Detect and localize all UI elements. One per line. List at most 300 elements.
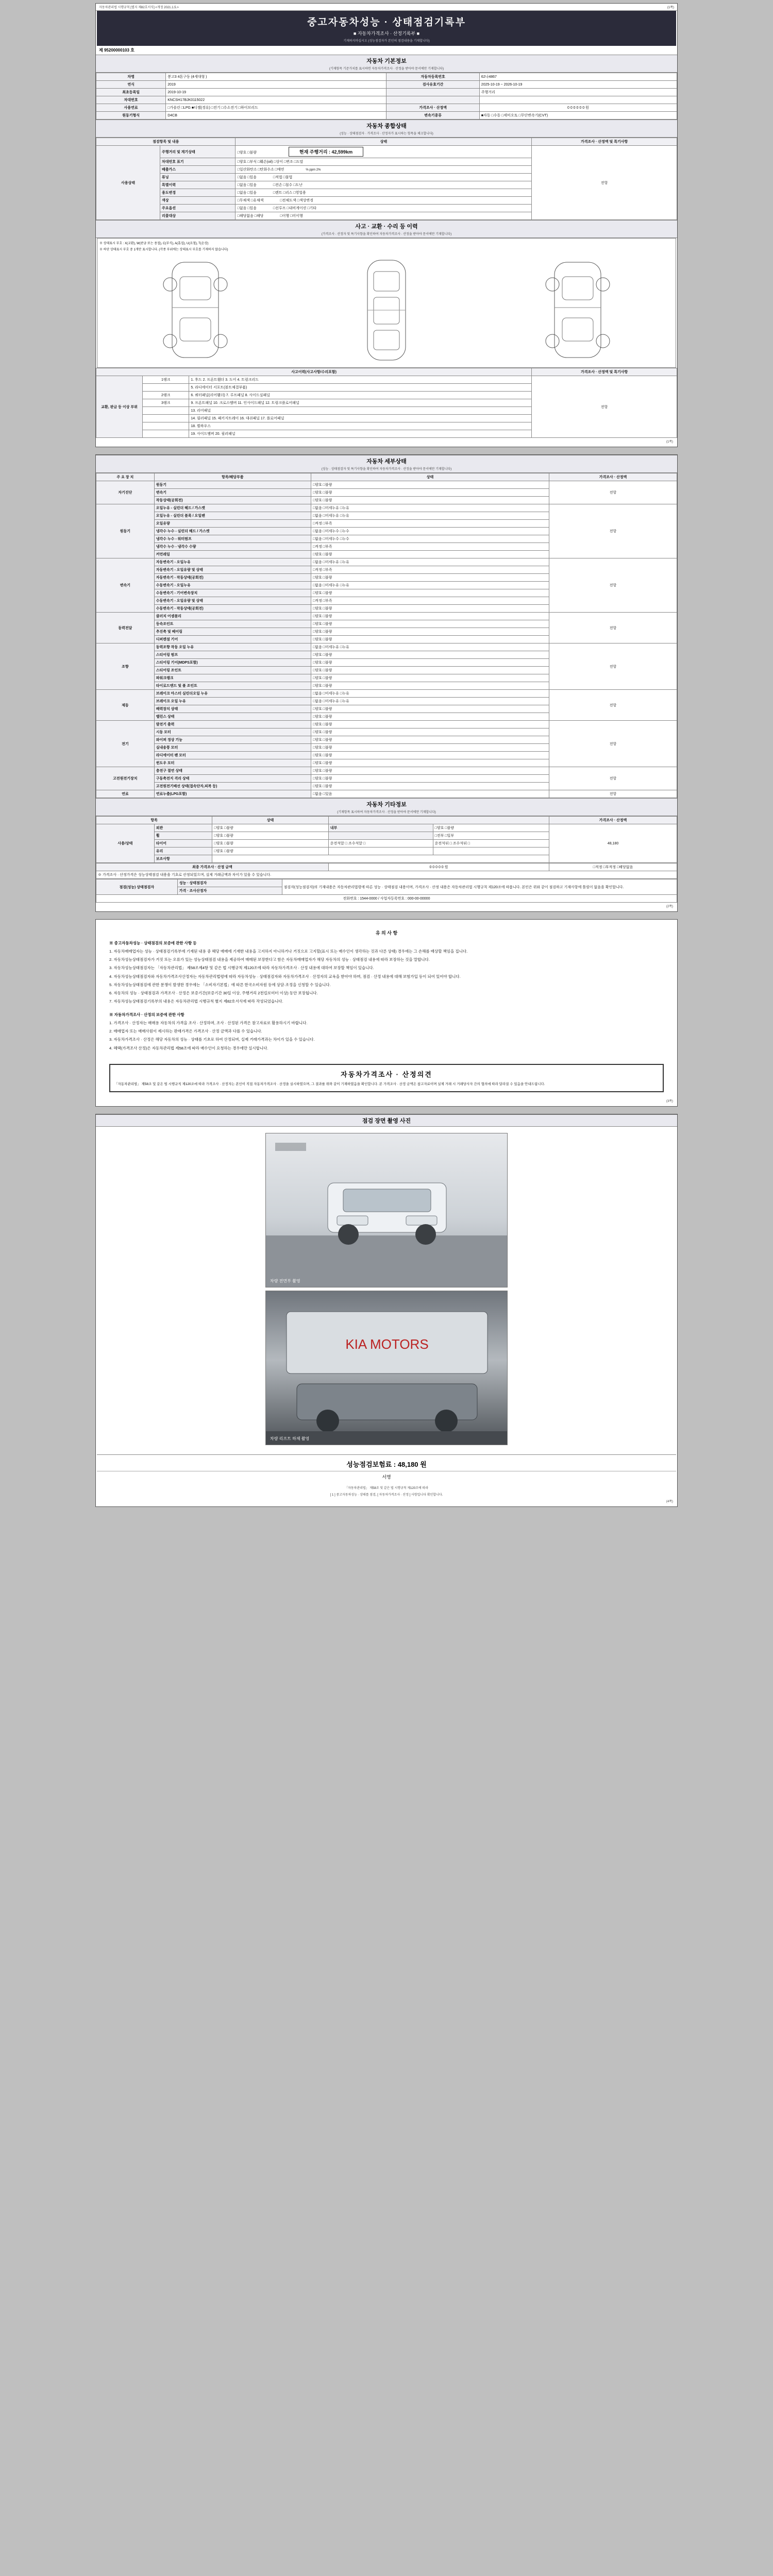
detail-state-4-1[interactable]: □양호 □불량	[311, 651, 549, 659]
table-row	[96, 895, 677, 903]
overall-state-0-text: □양호 □불량	[237, 151, 257, 155]
detail-state-4-0[interactable]: □없음 □미세누유 □누유	[311, 643, 549, 651]
part-no-6	[143, 422, 189, 430]
detail-item-1-2: 오일유량	[154, 520, 311, 528]
basic-band-label: 자동차 기본정보	[366, 58, 407, 64]
detail-state-4-3[interactable]: □양호 □불량	[311, 667, 549, 674]
usage-b: □렌트 □리스 □영업용	[273, 191, 306, 195]
detail-state-6-1[interactable]: □양호 □불량	[311, 728, 549, 736]
detail-remark-0: 전항	[549, 481, 677, 504]
part-text-1: 5. 라디에이터 서포트(볼트체결부품)	[189, 384, 532, 392]
section-etc-title	[96, 798, 677, 816]
detail-item-1-6: 커먼레일	[154, 551, 311, 558]
detail-state-2-3[interactable]: □없음 □미세누유 □누유	[311, 582, 549, 589]
detail-item-2-6: 수동변속기 - 작동상태(공회전)	[154, 605, 311, 613]
form-meta	[96, 4, 677, 11]
part-no-3: 3랭크	[143, 399, 189, 407]
option-b: □선루프 □내비게이션 □기타	[273, 207, 317, 210]
notice-list-2	[109, 1020, 664, 1051]
detail-table-body	[96, 481, 677, 798]
table-header-row	[96, 138, 677, 146]
etc-c-0: 내부	[328, 824, 433, 832]
table-row	[96, 721, 677, 728]
detail-item-5-2: 배력장치 상태	[154, 705, 311, 713]
vehicle-photo-front[interactable]	[265, 1133, 508, 1287]
overall-item-4: 특별이력	[160, 181, 236, 189]
overall-state-3[interactable]	[236, 174, 532, 181]
notice-list-2-item-2: 3. 자동차가격조사 · 산정은 해당 자동차의 성능 · 상태를 기초로 하여 산정되며, 실제 거래가격과는 차이가 있을 수 있습니다.	[109, 1037, 315, 1042]
notice-list-1-item-6: 7. 자동차성능상태점검기록부의 내용은 자동차관리법 시행규칙 별지 제82호서식에 따라 작성되었습니다.	[109, 999, 283, 1004]
price-value: 0 0 0 0 0 0 원	[479, 104, 677, 112]
detail-item-5-0: 브레이크 마스터 실린더오일 누유	[154, 690, 311, 698]
recall-a: □해당없음 □해당	[237, 214, 264, 218]
tuning-b: □적법 □불법	[273, 176, 293, 179]
overall-state-8[interactable]	[236, 212, 532, 220]
detail-item-1-5: 냉각수 누수 - 냉각수 수량	[154, 543, 311, 551]
detail-item-0-0: 원동기	[154, 481, 311, 489]
sheet-page-2	[95, 454, 678, 912]
basic-label2-0: 자동차등록번호	[386, 73, 479, 81]
overall-group-label: 사용상태	[96, 146, 160, 220]
detail-item-2-3: 수동변속기 - 오일누유	[154, 582, 311, 589]
vehicle-lift-illustration	[266, 1291, 508, 1445]
detail-state-4-2[interactable]: □양호 □불량	[311, 659, 549, 667]
recall-b: □이행 □미이행	[280, 214, 303, 218]
detail-item-1-0: 오일누유 - 실린더 헤드 / 가스켓	[154, 504, 311, 512]
transmission-options[interactable]: ■자동 □수동 □세미오토 □무단변속기(CVT)	[479, 112, 677, 120]
final-price-unit: 0 0 0 0 0 원	[328, 863, 549, 871]
detail-remark-4: 전항	[549, 643, 677, 690]
detail-state-5-1[interactable]: □없음 □미세누유 □누유	[311, 698, 549, 705]
etc-a-4: 보조사항	[154, 855, 212, 863]
detail-col-2: 상태	[311, 473, 549, 481]
basic-value-3: KNCSH17BJK0115022	[166, 96, 386, 104]
detail-item-4-2: 스티어링 기어(MDPS포함)	[154, 659, 311, 667]
signature-line: 서명	[97, 1471, 676, 1484]
etc-c-1	[328, 832, 433, 840]
etc-a-2: 타이어	[154, 840, 212, 848]
etc-d-2[interactable]: 운전석뒤 □ 조수석뒤 □	[433, 840, 549, 848]
overall-item-1: 차대번호 표기	[160, 158, 236, 166]
signature-role-0: 성능 · 상태점검자	[177, 879, 282, 887]
detail-state-5-0[interactable]: □없음 □미세누유 □누유	[311, 690, 549, 698]
page-3-footer: (3쪽)	[666, 1099, 673, 1103]
declaration-body: 「자동차관리법」 제58조 및 같은 법 시행규칙 제120조에 따라 가격조사 · 산정자는 본인이 직접 자동차가격조사 · 산정을 실시하였으며, 그 결과를 위와 같이 기재하였음을 확인합니다. 본 가격조사 · 산정 금액은 참고자료이며 실제 거래 시 거래당사자 간의 협의에 따라 달라질 수 있음을 안내드립니다.	[114, 1082, 545, 1086]
section-accident-title	[96, 220, 677, 238]
detail-group-3: 동력전달	[96, 613, 155, 643]
etc-d-3	[433, 848, 549, 855]
final-price-table	[96, 863, 677, 879]
usage-a: □없음 □있음	[237, 191, 257, 195]
detail-remark-6: 전항	[549, 721, 677, 767]
notice-list-1-item-2: 3. 자동차성능상태점검자는 「자동차관리법」 제58조제4항 및 같은 법 시행규칙 제120조에 따라 자동차가격조사 · 산정 내용에 대하여 보장할 책임이 있습니다.	[109, 965, 374, 971]
etc-b-4[interactable]	[212, 855, 549, 863]
detail-state-5-2[interactable]: □양호 □불량	[311, 705, 549, 713]
detail-state-2-5[interactable]: □적정 □부족	[311, 597, 549, 605]
photo-gallery	[96, 1127, 677, 1451]
etc-d-0[interactable]: □양호 □불량	[433, 824, 549, 832]
notice-section	[96, 920, 677, 1059]
final-price-check[interactable]: □적정 □부적정 □해당없음	[549, 863, 677, 871]
inspector-phone: 전화번호 : 1544-0000 / 사업자등록번호 : 000-00-00000	[96, 895, 677, 903]
notice-list-1-item-4: 5. 자동차성능상태점검에 관한 분쟁이 발생한 경우에는 「소비자기본법」에 따른 한국소비자원 등에 상담·조정을 신청할 수 있습니다.	[109, 982, 331, 987]
detail-item-4-4: 파워크랭크	[154, 674, 311, 682]
detail-state-1-3[interactable]: □없음 □미세누수 □누수	[311, 528, 549, 535]
overall-state-4[interactable]	[236, 181, 532, 189]
notice-list-1	[109, 948, 664, 1005]
overall-item-0: 주행거리 및 계기상태	[160, 146, 236, 158]
overall-item-6: 색상	[160, 197, 236, 205]
detail-state-1-5[interactable]: □적정 □부족	[311, 543, 549, 551]
overall-state-table	[96, 138, 677, 220]
etc-col-0: 항목	[96, 817, 212, 824]
etc-a-1: 휠	[154, 832, 212, 840]
basic-value-0: 봉고3 4톤구동 (4세대형 )	[166, 73, 386, 81]
basic-label-5: 원동기형식	[96, 112, 166, 120]
page-4-footer: (4쪽)	[666, 1500, 673, 1503]
detail-state-0-2[interactable]: □양호 □불량	[311, 497, 549, 504]
declaration-title: 자동차가격조사 · 산정의견	[341, 1070, 432, 1078]
overall-item-7: 주요옵션	[160, 205, 236, 212]
table-row	[96, 96, 677, 104]
detail-item-6-2: 와이퍼 정상 기능	[154, 736, 311, 744]
detail-item-3-3: 디퍼렌셜 기어	[154, 636, 311, 643]
basic-value-2: 2019-10-19	[166, 89, 386, 96]
detail-state-2-4[interactable]: □양호 □불량	[311, 589, 549, 597]
part-text-5: 14. 필러패널 15. 패키지트레이 16. 대쉬패널 17. 플로어패널	[189, 415, 532, 422]
photo-caption-front: 차량 전면부 촬영	[270, 1278, 300, 1283]
detail-state-1-1[interactable]: □없음 □미세누유 □누유	[311, 512, 549, 520]
damage-diagram	[97, 238, 676, 368]
part-no-2: 2랭크	[143, 392, 189, 399]
part-no-0: 1랭크	[143, 376, 189, 384]
detail-item-7-1: 구동축전지 격리 상태	[154, 775, 311, 783]
detail-group-2: 변속기	[96, 558, 155, 613]
notice-list-1-item-1: 2. 자동차성능상태점검자가 거짓 또는 오류가 있는 성능상태점검 내용을 제공하여 매매된 보장한다고 함은 자동차매매업자가 해당 자동차의 성능 · 상태점검 내용에 따라 보장하는 것을 말합니다.	[109, 957, 430, 962]
detail-state-0-1[interactable]: □양호 □불량	[311, 489, 549, 497]
basic-label2-3	[386, 96, 479, 104]
detail-item-3-0: 클러치 어셈블리	[154, 613, 311, 620]
basic-label2-4: 가격조사 · 산정액	[386, 104, 479, 112]
detail-state-1-2[interactable]: □적정 □부족	[311, 520, 549, 528]
etc-c-2[interactable]: 운전석앞 □ 조수석앞 □	[328, 840, 433, 848]
overall-state-0[interactable]	[236, 146, 532, 158]
sheet-page-4	[95, 1114, 678, 1507]
color-b: □전체도색 □색상변경	[280, 199, 313, 202]
overall-item-8: 리콜대상	[160, 212, 236, 220]
detail-state-4-5[interactable]: □양호 □불량	[311, 682, 549, 690]
table-row	[96, 73, 677, 81]
detail-state-3-2[interactable]: □양호 □불량	[311, 628, 549, 636]
etc-col-3: 가격조사 · 산정액	[549, 817, 677, 824]
footer-note-1: 「자동차관리법」 제58조 및 같은 법 시행규칙 제120조에 따라	[344, 1486, 429, 1490]
sheet-page-1	[95, 3, 678, 447]
etc-right-value: 48,180	[549, 824, 677, 863]
detail-state-1-0[interactable]: □없음 □미세누유 □누유	[311, 504, 549, 512]
detail-group-5: 제동	[96, 690, 155, 721]
detail-state-1-6[interactable]: □양호 □불량	[311, 551, 549, 558]
fuel-type-options[interactable]: □가솔린 □LPG ■디젤(경유) □전기 □수소전기 □하이브리드	[166, 104, 386, 112]
detail-item-2-4: 수동변속기 - 기어변속장치	[154, 589, 311, 597]
etc-b-3[interactable]: □양호 □불량	[212, 848, 328, 855]
detail-remark-3: 전항	[549, 613, 677, 643]
detail-item-6-1: 시동 모터	[154, 728, 311, 736]
overall-band-label: 자동차 종합상태	[366, 123, 407, 129]
notice-list-1-item-3: 4. 자동차성능상태점검자와 자동차가격조사산정자는 자동차관리법령에 따라 자동차성능 · 상태점검자와 자동차가격조사 · 산정자의 교육을 받아야 하며, 점검 · 산정 내용에 대해 보험가입 등이 되어 있어야 합니다.	[109, 974, 461, 979]
detail-item-2-0: 자동변속기 - 오일누유	[154, 558, 311, 566]
header-note: 기재하지마십시오 (성능점검자가 본인의 점검내용을 기재합니다)	[343, 40, 430, 43]
detail-state-2-1[interactable]: □적정 □부족	[311, 566, 549, 574]
table-row	[96, 112, 677, 120]
etc-col-1: 상태	[212, 817, 328, 824]
diagram-legend-1: ※ 상태표시 부호 : X(교환), W(판금 또는 용접), C(부식), A(흠집), U(요철), T(손상)	[99, 242, 209, 245]
detail-state-4-4[interactable]: □양호 □불량	[311, 674, 549, 682]
detail-item-2-1: 자동변속기 - 오일유량 및 상태	[154, 566, 311, 574]
basic-label-2: 최초등록일	[96, 89, 166, 96]
detail-group-7: 고전원전기장치	[96, 767, 155, 790]
option-a: □없음 □있음	[237, 207, 257, 210]
accident-right-head: 가격조사 · 산정액 및 특기사항	[532, 368, 677, 376]
fee-value: 48,180 원	[397, 1460, 427, 1468]
etc-table	[96, 816, 677, 863]
accident-band-note: (가격조사 · 산정자 및 특기사항을 확인하여 자동차가격조사 · 산정을 받아야 문서에만 기재합니다)	[321, 233, 452, 236]
table-row	[96, 767, 677, 775]
basic-value2-1: 2025-10-19 ~ 2026-10-19	[479, 81, 677, 89]
form-reference: 자동차관리법 시행규칙 [별지 제82호서식] <개정 2021.1.5.>	[99, 6, 179, 9]
detail-state-6-5[interactable]: □양호 □불량	[311, 759, 549, 767]
detail-state-6-0[interactable]: □양호 □불량	[311, 721, 549, 728]
detail-item-7-2: 고전원전기배선 상태(접속단자,피복 등)	[154, 783, 311, 790]
detail-item-2-5: 수동변속기 - 오일유량 및 상태	[154, 597, 311, 605]
notice-title: 유 의 사 항	[375, 930, 398, 936]
page-1-footer: (1쪽)	[666, 440, 673, 444]
photo-section-title: 점검 장면 촬영 사진	[96, 1114, 677, 1127]
detail-col-3: 가격조사 · 산정액	[549, 473, 677, 481]
detail-remark-2: 전항	[549, 558, 677, 613]
parts-group-label: 교환, 판금 등 이상 부위	[96, 376, 143, 438]
car-rear-right-diagram	[539, 256, 616, 364]
vehicle-front-illustration	[266, 1133, 508, 1287]
etc-b-1[interactable]: □양호 □불량	[212, 832, 328, 840]
accident-section-label: 사고이력(사고사항/수리포함)	[96, 368, 532, 376]
accident-right-value: 전항	[532, 376, 677, 438]
overall-band-note: (성능 · 상태점검자 · 가격조사 · 산정자가 표시하는 항목을 체크합니다)	[340, 132, 433, 135]
part-no-1	[143, 384, 189, 392]
part-text-0: 1. 후드 2. 프론트휀더 3. 도어 4. 트렁크리드	[189, 376, 532, 384]
signature-role-1: 가격 · 조사산정자	[177, 887, 282, 895]
etc-b-0[interactable]: □양호 □불량	[212, 824, 328, 832]
detail-item-0-2: 작동상태(공회전)	[154, 497, 311, 504]
detail-state-table	[96, 473, 677, 798]
section-overall-title	[96, 120, 677, 138]
overall-col-0: 점검항목 및 내용	[96, 138, 236, 146]
section-basic-info-title	[96, 55, 677, 73]
section-detail-title	[96, 455, 677, 473]
svg-text:KIA MOTORS: KIA MOTORS	[345, 1336, 429, 1352]
price-declaration-box	[109, 1064, 664, 1092]
detail-state-6-2[interactable]: □양호 □불량	[311, 736, 549, 744]
detail-item-6-5: 윈도우 모터	[154, 759, 311, 767]
detail-state-7-2[interactable]: □양호 □불량	[311, 783, 549, 790]
notice-list-1-item-0: 1. 자동차매매업자는 성능 · 상태점검기록부에 기재된 내용 중 헤당 매매에 기재한 내용을 고지하지 아니하거나 거짓으로 고지할(표시 또는 매수인이 생각하는 것과 다른 상태) 경우에는 그 손해를 배상할 책임을 집니다.	[109, 948, 468, 954]
overall-state-1[interactable]: □양호 □부식 □훼손(oil) □상이 □변조 □도말	[236, 158, 532, 166]
detail-state-6-4[interactable]: □양호 □불량	[311, 752, 549, 759]
part-no-5	[143, 415, 189, 422]
table-header-row	[96, 473, 677, 481]
part-text-6: 18. 휠하우스	[189, 422, 532, 430]
detail-band-note: (성능 · 상태점검자 및 특기사항을 확인하여 자동차가격조사 · 산정을 받아야 문서에만 기재합니다)	[321, 468, 452, 471]
overall-state-2[interactable]	[236, 166, 532, 174]
basic-value2-3	[479, 96, 677, 104]
detail-group-6: 전기	[96, 721, 155, 767]
table-row	[96, 89, 677, 96]
table-header-row	[96, 817, 677, 824]
table-row	[96, 146, 677, 158]
detail-state-3-1[interactable]: □양호 □불량	[311, 620, 549, 628]
etc-a-3: 유리	[154, 848, 212, 855]
photo-caption-lift: 차량 리프트 하체 촬영	[270, 1436, 310, 1441]
detail-item-5-1: 브레이크 오일 누유	[154, 698, 311, 705]
detail-item-2-2: 자동변속기 - 작동상태(공회전)	[154, 574, 311, 582]
detail-state-2-6[interactable]: □양호 □불량	[311, 605, 549, 613]
part-no-7	[143, 430, 189, 438]
detail-state-7-0[interactable]: □양호 □불량	[311, 767, 549, 775]
overall-state-5[interactable]	[236, 189, 532, 197]
detail-band-label: 자동차 세부상태	[366, 459, 407, 465]
basic-band-note: (기재항목 기준가치를 표시하면 자동차가격조사 · 산정을 받아야 문서에만 기재합니다)	[329, 67, 444, 71]
detail-remark-8: 전항	[549, 790, 677, 798]
etc-b-2[interactable]: □양호 □불량	[212, 840, 328, 848]
part-text-3: 9. 프론트패널 10. 크로스멤버 11. 인사이드패널 12. 트렁크플로어패널	[189, 399, 532, 407]
header-subtitle: ■ 자동차가격조사 · 산정기록부 ■	[353, 31, 420, 36]
etc-col-2	[328, 817, 549, 824]
detail-state-3-3[interactable]: □양호 □불량	[311, 636, 549, 643]
basic-label-3: 차대번호	[96, 96, 166, 104]
sheet-page-3	[95, 919, 678, 1107]
detail-group-4: 조향	[96, 643, 155, 690]
special-b: □전손 □침수 □도난	[273, 183, 303, 187]
overall-remark: 전항	[532, 146, 677, 220]
overall-item-5: 용도변경	[160, 189, 236, 197]
basic-label2-1: 검사유효기간	[386, 81, 479, 89]
table-row	[96, 376, 677, 384]
document-number	[96, 46, 677, 55]
table-row	[96, 863, 677, 871]
detail-state-7-1[interactable]: □양호 □불량	[311, 775, 549, 783]
overall-item-2: 배출가스	[160, 166, 236, 174]
overall-col-1: 상태	[236, 138, 532, 146]
detail-item-7-0: 충전구 절연 상태	[154, 767, 311, 775]
basic-value-5: D4CB	[166, 112, 386, 120]
table-row	[96, 81, 677, 89]
notice-list-2-item-3: 4. 혜택(가격조사 산정)은 자동차관리법 제58조에 따라 매수인이 요청하는 경우에만 실시합니다.	[109, 1045, 268, 1050]
part-no-4	[143, 407, 189, 415]
detail-state-2-0[interactable]: □없음 □미세누유 □누유	[311, 558, 549, 566]
detail-item-4-3: 스티어링 조인트	[154, 667, 311, 674]
vehicle-photo-lift[interactable]	[265, 1291, 508, 1445]
doc-no-suffix: 호	[130, 48, 135, 53]
detail-state-5-3[interactable]: □양호 □불량	[311, 713, 549, 721]
detail-item-1-3: 냉각수 누수 - 실린더 헤드 / 가스켓	[154, 528, 311, 535]
basic-label-4: 사용연료	[96, 104, 166, 112]
accident-parts-table	[96, 368, 677, 438]
detail-group-8: 연료	[96, 790, 155, 798]
emission-options: □일산화탄소 □탄화수소 □매연	[237, 168, 284, 172]
table-row	[96, 871, 677, 879]
detail-item-4-5: 타이로드엔드 및 볼 조인트	[154, 682, 311, 690]
car-front-left-diagram	[157, 256, 234, 364]
table-row	[96, 690, 677, 698]
doc-no-value: 95200000103	[104, 48, 129, 53]
detail-state-8-0[interactable]: □없음 □있음	[311, 790, 549, 798]
page-title: 중고자동차성능 · 상태점검기록부	[307, 17, 466, 28]
overall-state-7[interactable]	[236, 205, 532, 212]
accident-band-label: 사고 · 교환 · 수리 등 이력	[355, 224, 418, 230]
notice-list-2-item-0: 1. 가격조사 · 산정자는 매매용 자동차의 가격을 조사 · 산정하며, 조사 · 산정된 가격은 참고자료로 활용하시기 바랍니다.	[109, 1020, 308, 1025]
detail-item-1-4: 냉각수 누수 - 워터펌프	[154, 535, 311, 543]
detail-state-0-0[interactable]: □양호 □불량	[311, 481, 549, 489]
etc-group-label: 사용/상태	[96, 824, 155, 863]
inspection-fee	[97, 1454, 676, 1471]
detail-item-3-1: 등속조인트	[154, 620, 311, 628]
car-top-diagram	[348, 256, 425, 364]
notice-section-2-title: ※ 자동차가격조사 · 산정의 보증에 관한 사항	[109, 1012, 184, 1017]
page-number-top: (1쪽)	[667, 6, 674, 9]
basic-label-0: 차명	[96, 73, 166, 81]
basic-value2-0: 62나4867	[479, 73, 677, 81]
basic-value-1: 2019	[166, 81, 386, 89]
table-row	[96, 613, 677, 620]
detail-item-0-1: 변속기	[154, 489, 311, 497]
etc-band-label: 자동차 기타정보	[366, 802, 407, 808]
etc-d-1[interactable]: □전부 □일부	[433, 832, 549, 840]
page-2-footer: (2쪽)	[666, 905, 673, 908]
inspector-signature-table	[96, 879, 677, 903]
basic-label2-5: 변속기종류	[386, 112, 479, 120]
document-header	[97, 11, 676, 46]
etc-a-0: 외관	[154, 824, 212, 832]
notice-section-1-title: ※ 중고자동차성능 · 상태점검의 보증에 관한 사항 등	[109, 940, 197, 945]
detail-item-6-4: 라디에이터 팬 모터	[154, 752, 311, 759]
tuning-a: □없음 □있음	[237, 176, 257, 179]
detail-state-1-4[interactable]: □없음 □미세누수 □누수	[311, 535, 549, 543]
detail-remark-1: 전항	[549, 504, 677, 558]
overall-col-2: 가격조사 · 산정액 및 특기사항	[532, 138, 677, 146]
final-price-title: 최종 가격조사 · 산정 금액	[96, 863, 329, 871]
legal-text: 점검자(성능점검자)의 기재내용은 자동차관리법령에 따른 성능 · 상태점검 내용이며, 가격조사 · 산정 내용은 자동차관리법 시행규칙 제120조에 따릅니다. 본인은 위와 같이 점검하고 기재사항에 틀림이 없음을 확인합니다.	[282, 879, 677, 895]
detail-state-2-2[interactable]: □양호 □불량	[311, 574, 549, 582]
table-row	[96, 104, 677, 112]
basic-value2-2: 주행거리	[479, 89, 677, 96]
table-row	[96, 481, 677, 489]
final-price-sub: ※ 가격조사 · 산정가격은 성능상태점검 내용을 기초로 산정되었으며, 실제 거래금액과 차이가 있을 수 있습니다.	[96, 871, 677, 879]
table-row	[96, 558, 677, 566]
detail-col-0: 주 요 장 치	[96, 473, 155, 481]
table-row	[96, 824, 677, 832]
detail-item-5-3: 밸런스 상태	[154, 713, 311, 721]
signature-group-label: 점검(성능) 상태점검자	[96, 879, 178, 895]
footer-note-2: [ 1 ] 중고자동차성능 · 상태를 점검, [ 자동차가격조사 · 산정 ] 사항입니다 확인합니다.	[330, 1493, 443, 1497]
detail-state-6-3[interactable]: □양호 □불량	[311, 744, 549, 752]
car-diagram-row	[99, 253, 674, 365]
detail-remark-5: 전항	[549, 690, 677, 721]
overall-state-6[interactable]	[236, 197, 532, 205]
basic-info-table	[96, 73, 677, 120]
notice-list-2-item-1: 2. 매매업자 또는 매매사원이 제시하는 판매가격은 가격조사 · 산정 금액과 다를 수 있습니다.	[109, 1029, 262, 1033]
etc-band-note: (기재항목 표시하여 자동차가격조사 · 산정을 받아야 문서에만 기재합니다)	[337, 811, 436, 814]
table-row	[96, 643, 677, 651]
detail-state-3-0[interactable]: □양호 □불량	[311, 613, 549, 620]
